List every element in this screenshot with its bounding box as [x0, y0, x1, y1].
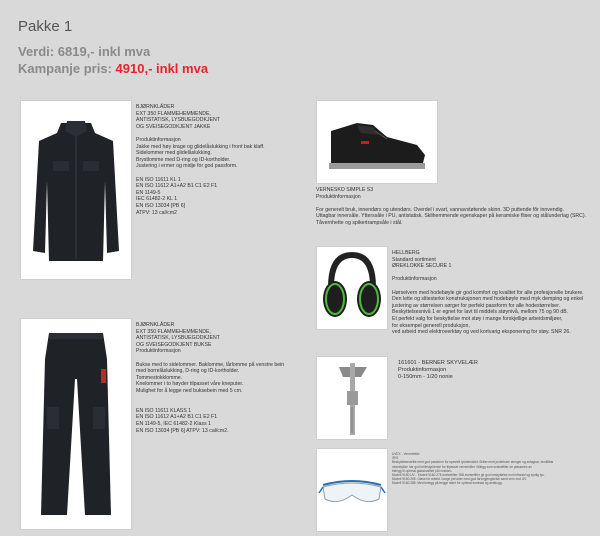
campaign-amount: 4910,- inkl mva — [115, 61, 209, 76]
page-title: Pakke 1 — [18, 18, 73, 35]
shoe-description: VERNESKO SIMPLE S3 Produktinformasjon For generelt bruk, innendørs og utendørs. Overdel i svart, vannavstøtende skinn. 3D puttende fôr innvendig. Uttagbar innersåle. Ytterssåle i PU, antistatisk. Sklihemmende egenskaper på keramiske fliser og stålunderlag (SRC). Tåvernhette og spikertrampsåle i stål. — [316, 187, 587, 226]
caliper-image — [316, 356, 388, 440]
value-label: Verdi: — [18, 44, 55, 59]
campaign-line — [18, 61, 208, 76]
value-line — [18, 44, 150, 59]
earmuffs-image — [316, 246, 388, 330]
jacket-description: BJØRNKLÄDER EXT 350 FLAMMEHEMMENDE, ANTISTATISK, LYSBUEGODKJENT OG SVEISEGODKJENT JAKKE Produktinformasjon Jakke med høy krage og glidelåslukking i front bak klaff. Sidelommer med glidelåslukking. Brystlomme med D-ring og ID-kortholder. Justering i ermer og midje for god passform. EN ISO 11611 KL 1 EN ISO 11612 A1+A2 B1 C1 E2 F1 EN 1149-5 IEC 61482-2 KL 1 EN ISO 13034 [PB 6] ATPV: 13 cal/cm2 — [136, 104, 265, 216]
work-trousers-image — [20, 318, 132, 530]
value-amount: 6819,- inkl mva — [57, 44, 151, 59]
trousers-description: BJØRNKLÄDER EXT 350 FLAMMEHEMMENDE, ANTISTATISK, LYSBUEGODKJENT OG SVEISEGODKJENT BUKSE Produktinformasjon Bukse med to sidelommer. Baklomme, lårlomme på venstre bein med borrelåslukking, D-ring og ID-kortholder. Tommestokklomme. Knelommer i to høyder tilpasset våre kneputer. Mulighet for å legge ned buksebein med 5 cm. EN ISO 11611 KLASS 1 EN ISO 11612 A1+A2 B1 C1 E2 F1 EN 1149-5, IEC 61482-2 Klass 1 EN ISO 13034 [PB 6] ATPV: 13 cal/cm2. — [136, 322, 285, 434]
jacket-image — [20, 100, 132, 280]
caliper-description: 161601 - BERNER SKYVELÆR Produktinformasjon 0-150mm - 1/20 nonie — [398, 360, 478, 380]
campaign-label: Kampanje pris: — [18, 61, 112, 76]
safety-shoe-image — [316, 100, 438, 184]
safety-glasses-image — [316, 448, 388, 532]
earmuffs-description: HELLBERG Standard sortiment ØREKLOKKE SECURE 1 Produktinformasjon Hørselvern med hodebøyle gir god komfort og kvalitet for alle profesjonelle brukere. Den lette og slitesterke konstruksjonen med hodebøyle med myk demping og enkel justering av størrelsen sørger for perfekt passform for alle hodestørrelser. Beskyttelsesnivå 1 er egnet for lavt til middels støynivå, mellom 75 og 90 dB. Et perfekt valg for beskyttelse mot støy i mange forskjellige arbeidsmiljøer, for eksempel generell produksjon, ved arbeid med elektroverktøy og ved kortvarig eksponering for støy. SNR 26. — [392, 250, 584, 336]
glasses-description: UVEX - Vernebriller IRIS Beskyttelsesbrille med god passform for spesielt lysintensitet. Briller med justerbare stenger og avtagbar, enstillbar nesestykke har god brillestyrkende for tilpasset vernebriller i tillegg som sveisefilter de plasseres av belegg til optimal glasskvalitet på innsiden. Modell 9160 UV... Modell 9160.275 sveisetilter: Blå-sveisefilter gir god beskyttelse mot infrarød og synlig lys. Modell 9160.265: Glass for arbeid i lange perioder med god farvegjengivelse samt vern mot UV. Modell 9160.285: Med belegg på begge sider for optimal kontrast og antidugg. — [392, 452, 554, 486]
